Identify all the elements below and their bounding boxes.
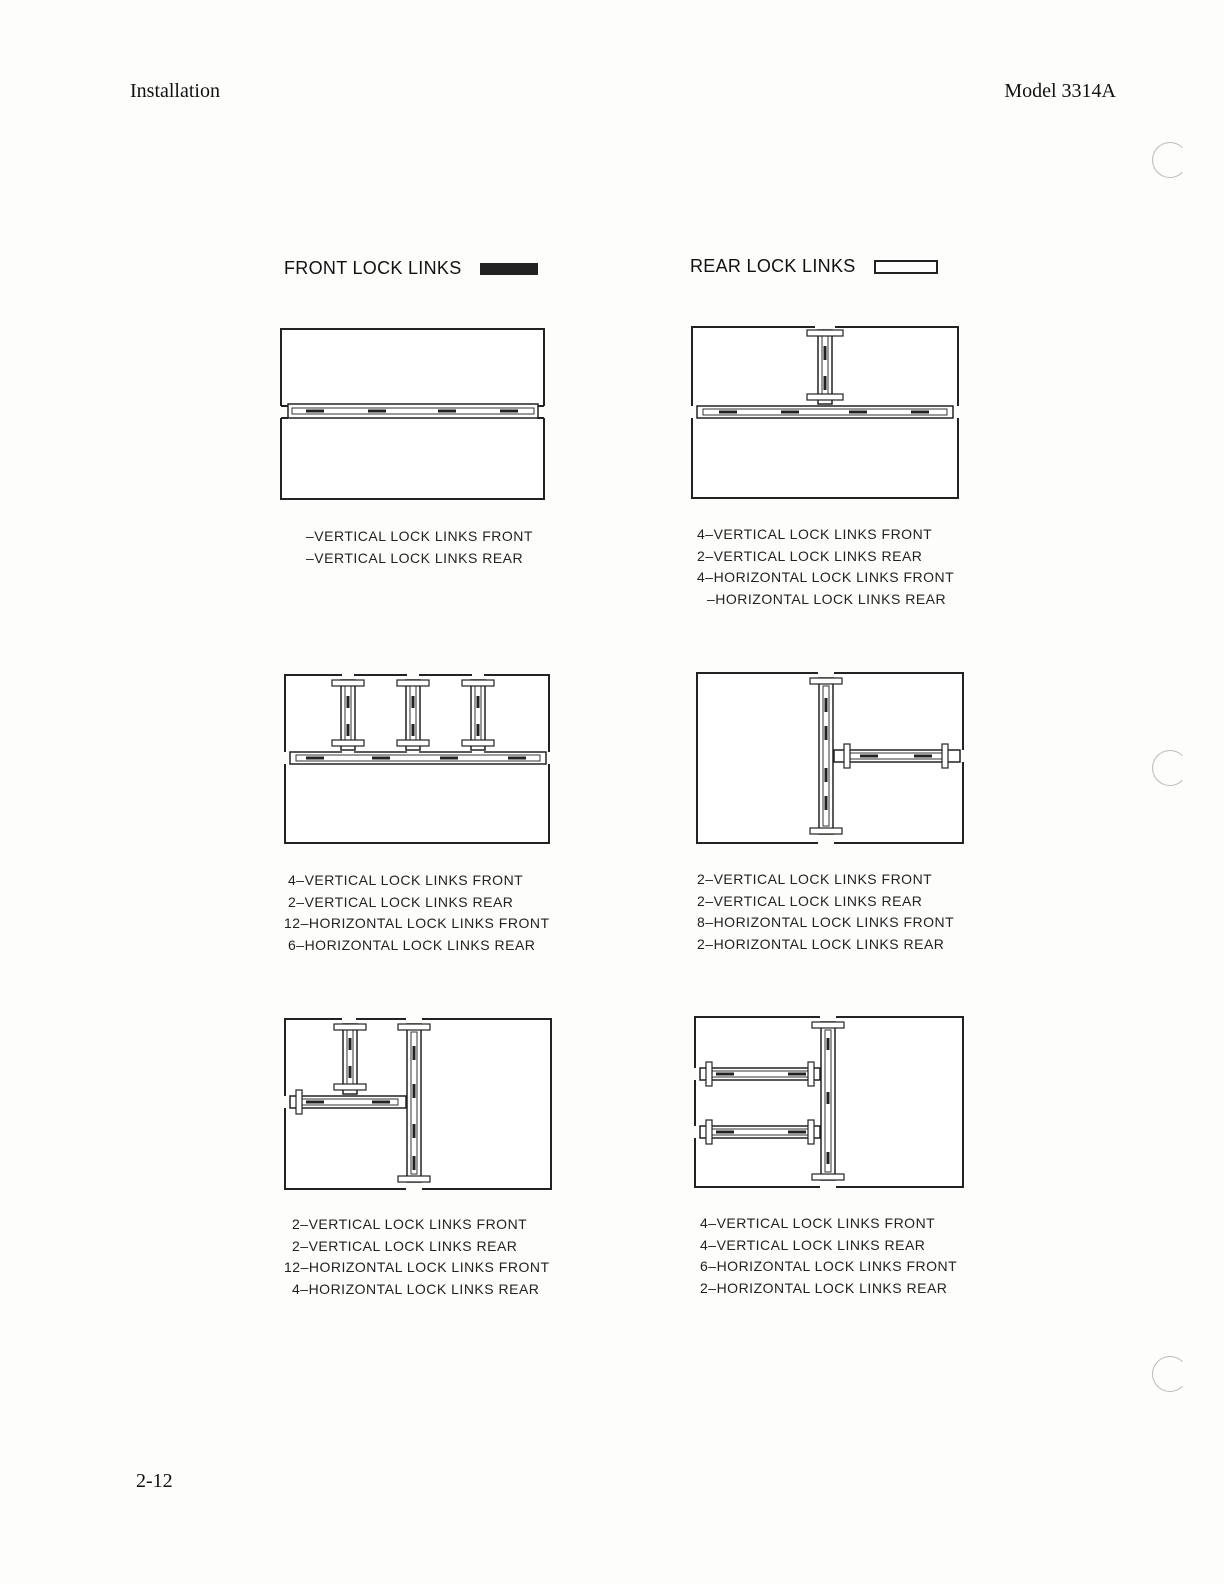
diagram-tall-left-two-right (694, 670, 966, 848)
caption-line: 2–VERTICAL LOCK LINKS REAR (292, 1237, 518, 1254)
legend-rear-label: REAR LOCK LINKS (690, 256, 856, 276)
caption-line: –VERTICAL LOCK LINKS REAR (306, 549, 524, 566)
caption-line: 4–VERTICAL LOCK LINKS REAR (700, 1236, 926, 1253)
caption-line: 4–VERTICAL LOCK LINKS FRONT (700, 1215, 936, 1231)
caption-five-panel (284, 870, 550, 956)
caption-line: 8–HORIZONTAL LOCK LINKS FRONT (697, 914, 955, 930)
diagram-five-panel (282, 672, 554, 850)
caption-line: 6–HORIZONTAL LOCK LINKS REAR (288, 936, 536, 953)
caption-line: 2–VERTICAL LOCK LINKS REAR (697, 547, 923, 564)
caption-line: 2–HORIZONTAL LOCK LINKS REAR (700, 1279, 948, 1296)
caption-two-high (306, 526, 533, 569)
binder-hole-icon (1152, 750, 1188, 786)
diagram-three-left-tall-right (282, 1016, 554, 1194)
diagram-three-stack-left-tall-right (692, 1014, 964, 1192)
caption-line: –HORIZONTAL LOCK LINKS REAR (707, 590, 947, 607)
caption-line: 4–HORIZONTAL LOCK LINKS REAR (292, 1280, 540, 1297)
caption-line: 4–VERTICAL LOCK LINKS FRONT (288, 872, 524, 888)
legend-front (284, 258, 538, 279)
caption-line: 2–HORIZONTAL LOCK LINKS REAR (697, 935, 945, 952)
legend-front-label: FRONT LOCK LINKS (284, 258, 462, 278)
legend-rear (690, 256, 938, 277)
caption-tall-left-two-right (697, 869, 954, 955)
diagram-two-high (278, 326, 550, 504)
caption-line: 2–VERTICAL LOCK LINKS REAR (697, 892, 923, 909)
caption-three-stack-left-tall-right (700, 1213, 957, 1299)
caption-line: 12–HORIZONTAL LOCK LINKS FRONT (284, 915, 550, 931)
running-header-section: Installation (130, 80, 220, 102)
caption-line: 2–VERTICAL LOCK LINKS FRONT (292, 1216, 528, 1232)
caption-line: 6–HORIZONTAL LOCK LINKS FRONT (700, 1258, 958, 1274)
caption-line: 2–VERTICAL LOCK LINKS FRONT (697, 871, 933, 887)
caption-line: 2–VERTICAL LOCK LINKS REAR (288, 893, 514, 910)
binder-hole-icon (1152, 1356, 1188, 1392)
page-number: 2-12 (136, 1470, 173, 1492)
binder-hole-icon (1152, 142, 1188, 178)
caption-three-panel-t (697, 524, 954, 610)
caption-line: 4–VERTICAL LOCK LINKS FRONT (697, 526, 933, 542)
running-header-model: Model 3314A (1004, 80, 1116, 102)
caption-line: 4–HORIZONTAL LOCK LINKS FRONT (697, 569, 955, 585)
caption-line: 12–HORIZONTAL LOCK LINKS FRONT (284, 1259, 550, 1275)
caption-three-left-tall-right (284, 1214, 550, 1300)
caption-line: –VERTICAL LOCK LINKS FRONT (306, 528, 533, 544)
front-lock-link-swatch-icon (480, 263, 538, 275)
rear-lock-link-swatch-icon (874, 260, 938, 274)
diagram-three-panel-t (689, 324, 961, 502)
